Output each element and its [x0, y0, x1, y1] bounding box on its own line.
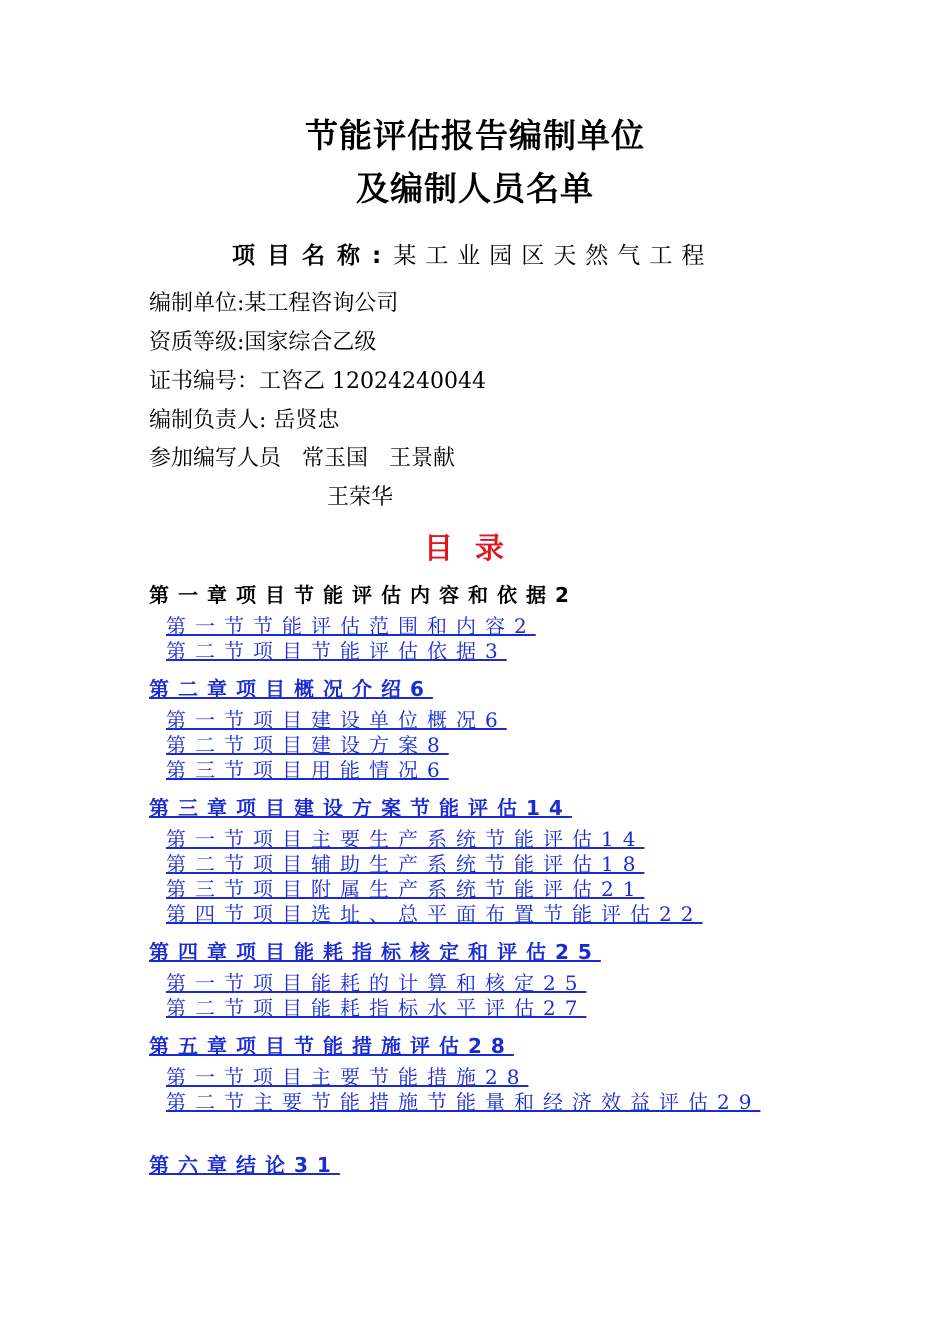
certificate-number: 证书编号：工咨乙 12024240044 [149, 369, 486, 394]
toc-section-2-1[interactable]: 第一节项目建设单位概况6 [166, 708, 507, 732]
project-name-value: 某工业园区天然气工程 [393, 243, 714, 269]
toc-chapter-4[interactable]: 第四章项目能耗指标核定和评估25 [149, 940, 601, 964]
qualification-level: 资质等级:国家综合乙级 [149, 330, 377, 355]
toc-section-5-1[interactable]: 第一节项目主要节能措施28 [166, 1065, 529, 1089]
toc-title: 目录 [423, 531, 526, 565]
toc-chapter-2[interactable]: 第二章项目概况介绍6 [149, 677, 433, 701]
toc-section-1-1[interactable]: 第一节节能评估范围和内容2 [166, 614, 536, 638]
toc-chapter-3[interactable]: 第三章项目建设方案节能评估14 [149, 796, 572, 820]
toc-chapter-1[interactable]: 第一章项目节能评估内容和依据2 [149, 583, 578, 607]
toc-section-2-3[interactable]: 第三节项目用能情况6 [166, 758, 449, 782]
toc-section-3-2[interactable]: 第二节项目辅助生产系统节能评估18 [166, 852, 645, 876]
toc-section-3-4[interactable]: 第四节项目选址、总平面布置节能评估22 [166, 902, 703, 926]
participants: 参加编写人员 常玉国 王景献 [149, 446, 455, 471]
toc-chapter-5[interactable]: 第五章项目节能措施评估28 [149, 1034, 514, 1058]
compiling-lead: 编制负责人: 岳贤忠 [149, 408, 340, 433]
toc-chapter-6[interactable]: 第六章结论31 [149, 1153, 340, 1177]
toc-section-3-1[interactable]: 第一节项目主要生产系统节能评估14 [166, 827, 645, 851]
toc-section-4-1[interactable]: 第一节项目能耗的计算和核定25 [166, 971, 587, 995]
toc-section-5-2[interactable]: 第二节主要节能措施节能量和经济效益评估29 [166, 1090, 761, 1114]
toc-section-3-3[interactable]: 第三节项目附属生产系统节能评估21 [166, 877, 645, 901]
compiling-unit: 编制单位:某工程咨询公司 [149, 291, 399, 316]
report-title-line1: 节能评估报告编制单位 [305, 116, 645, 155]
project-name-row [232, 237, 713, 270]
toc-section-4-2[interactable]: 第二节项目能耗指标水平评估27 [166, 996, 587, 1020]
report-title-line2: 及编制人员名单 [356, 169, 594, 208]
toc-section-1-2[interactable]: 第二节项目节能评估依据3 [166, 639, 507, 663]
toc-section-2-2[interactable]: 第二节项目建设方案8 [166, 733, 449, 757]
project-name-label: 项目名称: [232, 243, 394, 269]
participants-continued: 王荣华 [327, 485, 394, 510]
